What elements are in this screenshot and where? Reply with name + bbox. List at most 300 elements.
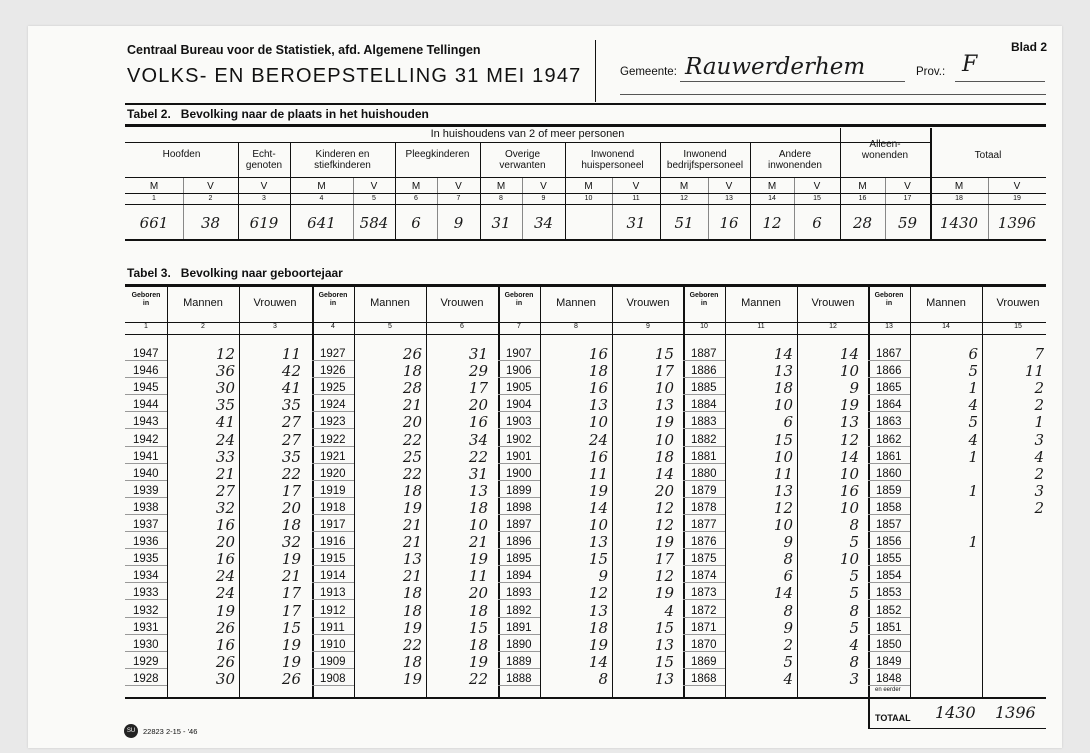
table3-women-value: 31 [468,345,488,363]
table3-row-line [868,480,910,481]
table3-men-value: 4 [968,396,978,415]
table3-women-value: 3 [1034,430,1044,449]
table3-men-value: 16 [588,345,608,363]
table3-men-value: 26 [215,652,235,671]
table2-value: 6 [812,214,822,232]
table3-birth-year: 1855 [876,553,902,566]
table3-birth-year: 1879 [691,484,717,497]
table3-women-value: 13 [654,396,674,415]
table3-column-number: 2 [201,323,205,330]
table3-birth-year: 1885 [691,382,717,395]
table3-birth-year: 1875 [691,553,717,566]
table3-women-value: 18 [281,516,301,534]
table3-birth-year: 1889 [506,655,532,668]
table2-group-line [395,142,396,239]
table3-birth-year: 1934 [133,570,159,583]
table3-men-value: 6 [968,345,978,363]
table3-birth-year: 1924 [320,399,346,412]
table2-label-rule [125,177,1046,178]
table3-women-value: 19 [468,652,488,671]
table3-men-value: 9 [783,533,793,552]
table2-group-label: Echt- genoten [245,149,283,171]
table3-birth-year: 1904 [506,399,532,412]
table3-birth-year: 1876 [691,536,717,549]
table3-row-line [125,565,167,566]
table3-women-value: 8 [849,601,859,620]
table2-group-line [480,142,481,239]
table3-birth-year: 1932 [133,604,159,617]
table3-women-value: 41 [281,379,301,398]
table3-women-value: 3 [1034,481,1044,500]
table3-birth-year: 1857 [876,519,902,531]
table3-men-value: 13 [588,601,608,620]
table2-column-number: 7 [456,195,461,202]
table3-men-value: 32 [215,498,235,517]
table3-row-line [868,582,910,583]
header-bottom-rule [125,103,1046,105]
table2-column-number: 9 [541,195,546,202]
table3-men-value: 10 [773,516,793,534]
table3-men-value: 1 [968,379,978,398]
table2-column-number: 1 [152,195,156,202]
table3-birth-year: 1907 [506,348,532,360]
table3-women-value: 1 [1034,413,1044,432]
table2-group-line [290,142,291,239]
table3-birth-year: 1849 [876,655,902,668]
table2-value: 661 [139,214,169,232]
table3-row-line [868,394,910,395]
table2-group-label: Inwonend huispersoneel [581,149,644,171]
table3-women-value: 15 [468,618,488,637]
table3-birth-year: 1869 [691,655,717,668]
table3-women-value: 34 [468,430,488,449]
table3-birth-year: 1919 [320,484,346,497]
table3-men-value: 27 [215,481,235,500]
table3-birth-year: 1874 [691,570,717,583]
table3-women-value: 21 [468,533,488,552]
table2-sex-header: V [455,181,462,192]
table3-women-value: 10 [654,430,674,449]
table3-row-line [312,634,354,635]
table3-women-value: 20 [281,498,301,517]
table3-women-value: 12 [654,498,674,517]
table3-women-header: Vrouwen [996,297,1040,309]
table3-women-value: 12 [654,516,674,534]
table3-row-line [683,685,725,686]
table3-men-header: Mannen [926,297,966,309]
table3-men-value: 30 [215,379,235,398]
table2-group-label: Andere inwonenden [768,149,822,171]
table2-col-line [708,177,709,239]
table3-men-value: 16 [215,635,235,654]
table3-row-line [868,617,910,618]
table3-birth-year: 1940 [133,467,159,480]
table3-birth-year: 1912 [320,604,346,617]
table3-row-line [125,360,167,361]
table3-birth-year: 1883 [691,416,717,429]
table3-birth-year: 1943 [133,416,159,429]
table3-birth-year: 1926 [320,365,346,378]
total-box-line [868,697,870,728]
table3-born-header: Geboren in [874,292,904,307]
table3-men-value: 22 [402,464,422,483]
table3-birth-year: 1933 [133,587,159,600]
table2-value: 1396 [997,214,1037,232]
table3-men-value: 15 [773,430,793,449]
table3-birth-year: 1911 [320,621,345,634]
table3-women-value: 22 [468,447,488,466]
table3-born-header: Geboren in [689,292,719,307]
table2-sex-header: V [370,181,378,192]
table3-women-value: 15 [654,345,674,363]
table3-row-line [312,411,354,412]
table3-row-line [498,685,540,686]
table3-born-header: Geboren in [318,292,348,307]
table3-birth-year: 1941 [133,450,159,463]
table3-birth-year: 1921 [320,450,346,463]
table3-women-value: 4 [664,601,674,620]
table3-men-value: 10 [773,396,793,415]
table3-birth-year: 1937 [133,519,159,531]
table3-birth-year: 1946 [133,365,159,378]
table3-birth-year: 1862 [876,433,902,446]
table3-women-value: 19 [654,533,674,552]
table2-column-number: 13 [725,195,733,202]
table3-women-value: 19 [281,635,301,654]
table3-row-line [125,668,167,669]
table3-row-line [498,582,540,583]
table3-column-number: 7 [517,323,521,330]
table2-top-rule [125,124,1046,127]
total-label: TOTAAL [875,713,911,723]
table3-block-divider [868,284,870,699]
table3-block-divider [312,284,314,699]
table3-birth-year: 1899 [506,484,532,497]
table3-birth-year: 1906 [506,365,532,378]
table3-row-line [312,463,354,464]
table2-value: 9 [453,214,464,232]
table3-column-number: 13 [885,323,893,330]
table3-women-value: 9 [849,379,859,398]
table3-men-value: 13 [588,533,608,552]
table3-birth-year: 1887 [691,348,717,360]
table3-women-value: 35 [281,396,301,415]
table3-men-value: 13 [773,362,793,381]
printer-logo: SU [124,724,138,738]
table3-men-value: 18 [402,652,422,671]
table3-birth-year: 1850 [876,638,902,651]
table2-bottom-rule [125,239,1046,241]
table3-men-header: Mannen [370,297,410,309]
table3-birth-year: 1878 [691,501,717,514]
table3-row-line [683,668,725,669]
table3-row-line [312,531,354,532]
table3-row-line [125,463,167,464]
table3-row-line [125,599,167,600]
table3-row-line [312,428,354,429]
table3-num-rule [125,334,1046,335]
table3-birth-year: 1890 [506,638,532,651]
table3-birth-year: 1908 [320,672,346,685]
table3-men-value: 21 [402,516,422,534]
table3-men-value: 16 [215,516,235,534]
table3-men-value: 19 [215,601,235,620]
table3-birth-year: 1901 [506,450,532,463]
table2-mv-rule [125,193,1046,194]
table3-men-value: 41 [215,413,235,432]
table3-men-value: 26 [215,618,235,637]
table3-women-value: 7 [1034,345,1044,363]
table3-women-value: 5 [849,533,859,552]
table3-birth-year: 1865 [876,382,902,395]
table2-group-label: Pleegkinderen [405,149,470,160]
table3-men-value: 19 [402,618,422,637]
table3-men-value: 24 [215,584,235,603]
table2-group-line [660,142,661,239]
table3-women-value: 29 [468,362,488,381]
table3-birth-year: 1895 [506,553,532,566]
table3-men-value: 18 [588,362,608,381]
table3-men-value: 21 [402,533,422,552]
table2-group-line [840,128,841,239]
table2-value: 31 [626,214,646,232]
table3-women-value: 11 [468,567,488,586]
table3-born-header: Geboren in [131,292,161,307]
table3-men-value: 5 [968,362,978,381]
table3-men-value: 10 [588,516,608,534]
table2-column-number: 2 [208,195,213,202]
table2-column-number: 11 [632,195,640,202]
table3-women-value: 14 [654,464,674,483]
table3-row-line [125,411,167,412]
table2-column-number: 4 [319,195,324,202]
table3-row-line [312,599,354,600]
table3-birth-year: 1863 [876,416,902,429]
table3-column-number: 8 [574,323,578,330]
table3-row-line [683,634,725,635]
table3-men-value: 30 [215,669,235,688]
table3-birth-year: 1864 [876,399,902,412]
gemeente-label: Gemeente: [620,66,677,78]
table3-men-value: 8 [598,669,608,688]
table3-women-value: 20 [468,396,488,415]
table2-sex-header: V [632,181,640,192]
table3-women-value: 5 [849,618,859,637]
table3-born-header: Geboren in [504,292,534,307]
table2-value: 51 [674,214,694,232]
table3-row-line [868,446,910,447]
table2-group-line [238,142,239,239]
table3-men-value: 9 [783,618,793,637]
table3-men-value: 24 [215,567,235,586]
table3-women-value: 10 [468,516,488,534]
table3-women-value: 19 [654,413,674,432]
table3-row-line [498,497,540,498]
table3-women-value: 16 [468,413,488,432]
table3-column-number: 4 [331,323,335,330]
table3-row-line [125,394,167,395]
table3-men-value: 18 [588,618,608,637]
form-title: VOLKS- EN BEROEPSTELLING 31 MEI 1947 [127,65,582,87]
table3-birth-year: 1909 [320,655,346,668]
table3-men-value: 13 [588,396,608,415]
table3-row-line [312,377,354,378]
table2-value: 28 [852,214,873,232]
table2-num-rule [125,204,1046,205]
table2-column-number: 8 [499,195,503,202]
table3-birth-year: 1905 [506,382,532,395]
table2-sex-header: M [767,181,777,192]
table3-men-value: 33 [215,447,235,466]
table3-women-value: 18 [468,601,488,620]
table3-birth-year: 1928 [133,672,159,685]
table2-value: 34 [533,214,554,232]
table2-sex-header: M [411,181,421,192]
table3-row-line [683,446,725,447]
table3-men-value: 10 [773,447,793,466]
table2-sex-header: M [149,181,159,192]
table3-birth-year: 1882 [691,433,717,446]
table2-column-number: 17 [903,195,912,202]
table2-value: 1430 [939,214,979,232]
table3-birth-year: 1922 [320,433,346,446]
table3-men-value: 18 [402,584,422,603]
table2-group-line [750,142,751,239]
table3-row-line [868,497,910,498]
table3-row-line [125,634,167,635]
table3-men-value: 8 [783,550,793,569]
table3-row-line [498,548,540,549]
table3-row-line [125,377,167,378]
table3-row-line [868,651,910,652]
table2-group-header: In huishoudens van 2 of meer personen [430,128,625,140]
table3-column-number: 15 [1014,323,1022,330]
table3-women-value: 11 [281,345,301,363]
table3-women-value: 21 [281,567,301,586]
table3-birth-year: 1931 [133,621,159,634]
table2-group-label: Inwonend bedrijfspersoneel [666,149,744,171]
table3-men-value: 12 [588,584,608,603]
table2-col-line [437,177,438,239]
table3-birth-year: 1893 [506,587,532,600]
table3-women-value: 13 [654,635,674,654]
table2-col-line [794,177,795,239]
table3-women-value: 22 [468,669,488,688]
table3-women-value: 17 [468,379,488,398]
table2-group-label: Totaal [974,150,1002,161]
table3-row-line [312,582,354,583]
table3-men-value: 10 [588,413,608,432]
table3-women-value: 8 [849,516,859,534]
table3-row-line [683,599,725,600]
table3-row-line [312,565,354,566]
table3-birth-year: 1894 [506,570,532,583]
table3-women-value: 15 [654,652,674,671]
table3-women-value: 14 [839,345,859,363]
table3-birth-year: 1915 [320,553,346,566]
table3-row-line [498,651,540,652]
table3-women-value: 17 [281,481,301,500]
table3-women-value: 15 [281,618,301,637]
table3-top-rule [125,284,1046,287]
table3-men-value: 22 [402,635,422,654]
table3-row-line [125,685,167,686]
table3-column-number: 11 [757,323,765,330]
table3-women-value: 2 [1034,396,1044,415]
table3-women-value: 35 [281,447,301,466]
table2-value: 619 [249,214,279,232]
table3-birth-year: 1891 [506,621,532,634]
table3-row-line [312,548,354,549]
table2-total-divider [930,128,932,239]
table2-column-number: 6 [414,195,418,202]
table3-men-value: 1 [968,481,978,500]
table3-birth-year: 1861 [876,450,902,463]
table3-men-value: 28 [402,379,422,398]
table3-birth-year: 1902 [506,433,532,446]
table3-row-line [125,617,167,618]
table3-women-value: 5 [849,567,859,586]
table3-women-value: 42 [281,362,301,381]
table2-sex-header: V [904,181,911,192]
table3-row-line [868,411,910,412]
table3-men-value: 19 [402,669,422,688]
table3-row-line [498,531,540,532]
table3-column-number: 3 [273,323,277,330]
table3-women-value: 20 [654,481,674,500]
table3-row-line [683,617,725,618]
print-code: 22823 2-15 - '46 [143,727,198,736]
table3-birth-year: 1896 [506,536,532,549]
table3-row-line [683,377,725,378]
table3-column-number: 10 [700,323,708,330]
table2-sex-header: M [317,181,326,192]
table3-men-value: 21 [215,464,235,483]
table3-birth-year: 1852 [876,604,902,617]
table3-women-value: 26 [281,669,301,688]
table3-row-line [868,377,910,378]
table3-men-value: 24 [215,430,235,449]
table2-sex-header: M [496,181,506,192]
table3-row-line [125,514,167,515]
table3-men-value: 4 [783,669,793,688]
table3-birth-year: 1858 [876,501,902,514]
table3-women-value: 19 [281,550,301,569]
table3-birth-year: 1945 [133,382,159,395]
table3-women-value: 2 [1034,379,1044,398]
table2-sex-header: V [540,181,547,192]
table3-row-line [312,668,354,669]
table3-birth-year: 1851 [876,621,902,634]
table3-men-value: 4 [968,430,978,449]
table3-birth-year: 1868 [691,672,717,685]
table3-birth-year: 1947 [133,348,159,360]
table3-header-rule [125,322,1046,323]
table3-birth-year: 1936 [133,536,159,549]
table3-women-value: 18 [654,447,674,466]
table3-row-line [868,463,910,464]
table3-row-line [125,651,167,652]
table3-row-line [125,531,167,532]
table2-group-label: Kinderen en stiefkinderen [314,149,371,171]
table3-men-value: 19 [402,498,422,517]
table3-row-line [683,394,725,395]
table3-men-header: Mannen [183,297,223,309]
table3-women-header: Vrouwen [811,297,855,309]
table3-birth-year: 1900 [506,467,532,480]
table3-birth-year: 1923 [320,416,346,429]
prov-value: F [962,52,978,77]
